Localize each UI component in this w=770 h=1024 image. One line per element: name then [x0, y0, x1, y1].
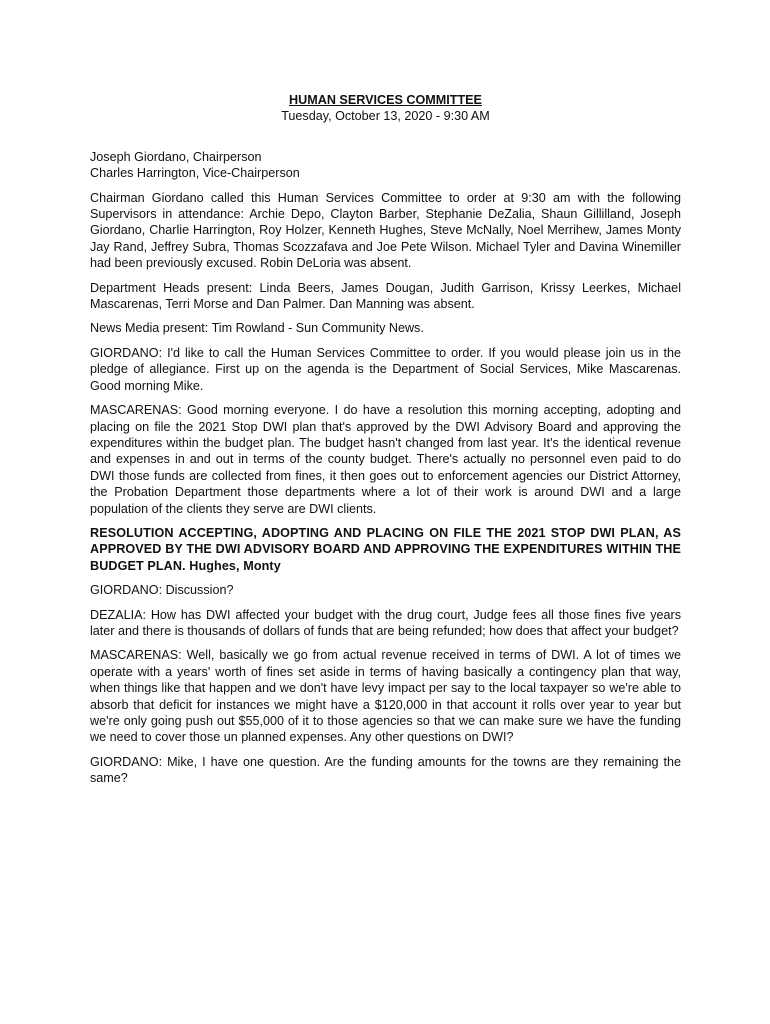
chairperson-line: Joseph Giordano, Chairperson	[90, 149, 262, 164]
dezalia-question-paragraph: DEZALIA: How has DWI affected your budget with the drug court, Judge fees all those fines five years later and there is thousands of dollars of funds that are being refunded; how does that affect your budget?	[90, 607, 681, 638]
meeting-date: Tuesday, October 13, 2020 - 9:30 AM	[281, 109, 490, 124]
giordano-discussion-paragraph: GIORDANO: Discussion?	[90, 583, 234, 598]
mascarenas-resolution-paragraph: MASCARENAS: Good morning everyone. I do have a resolution this morning accepting, adopting and placing on file the 2021 Stop DWI plan that's approved by the DWI Advisory Board and approving the expenditures within the budget plan. The budget hasn't changed from last year. It's the identical revenue and expenses in and out in terms of the county budget. There's actually no personnel even paid to do DWI those funds are collected from fines, it then goes out to enforcement agencies our District Attorney, the Probation Department those departments where a lot of their work is around DWI and a large population of the clients they serve are DWI clients.	[90, 403, 681, 516]
vice-chairperson-line: Charles Harrington, Vice-Chairperson	[90, 166, 300, 181]
document-page	[90, 92, 681, 795]
officers-list	[90, 149, 681, 182]
giordano-question-paragraph: GIORDANO: Mike, I have one question. Are the funding amounts for the towns are they remaining the same?	[90, 754, 681, 786]
mascarenas-answer-paragraph: MASCARENAS: Well, basically we go from actual revenue received in terms of DWI. A lot of times we operate with a years' worth of fines set aside in terms of having basically a contingency plan that way, when things like that happen and we don't have levy impact per say to the local taxpayer so we're able to absorb that deficit for instances we might have a $120,000 in that account it rolls over year to year but we're only going push out $55,000 of it to those agencies so that we can make sure we have the funding we need to cover those un planned expenses. Any other questions on DWI?	[90, 648, 681, 745]
resolution-heading: RESOLUTION ACCEPTING, ADOPTING AND PLACING ON FILE THE 2021 STOP DWI PLAN, AS APPROVED BY THE DWI ADVISORY BOARD AND APPROVING THE EXPENDITURES WITHIN THE BUDGET PLAN. Hughes, Monty	[90, 525, 681, 573]
committee-title: HUMAN SERVICES COMMITTEE	[289, 93, 482, 107]
giordano-opening-paragraph: GIORDANO: I'd like to call the Human Services Committee to order. If you would please join us in the pledge of allegiance. First up on the agenda is the Department of Social Services, Mike Mascarenas. Good morning Mike.	[90, 345, 681, 393]
attendance-paragraph: Chairman Giordano called this Human Services Committee to order at 9:30 am with the following Supervisors in attendance: Archie Depo, Clayton Barber, Stephanie DeZalia, Shaun Gillilland, Joseph Giordano, Charlie Harrington, Roy Holzer, Kenneth Hughes, Steve McNally, Noel Merrihew, James Monty Jay Rand, Jeffrey Subra, Thomas Scozzafava and Joe Pete Wilson. Michael Tyler and Davina Winemiller had been previously excused. Robin DeLoria was absent.	[90, 190, 681, 271]
department-heads-paragraph: Department Heads present: Linda Beers, James Dougan, Judith Garrison, Krissy Leerkes, Michael Mascarenas, Terri Morse and Dan Palmer. Dan Manning was absent.	[90, 280, 681, 312]
news-media-paragraph: News Media present: Tim Rowland - Sun Community News.	[90, 321, 424, 336]
